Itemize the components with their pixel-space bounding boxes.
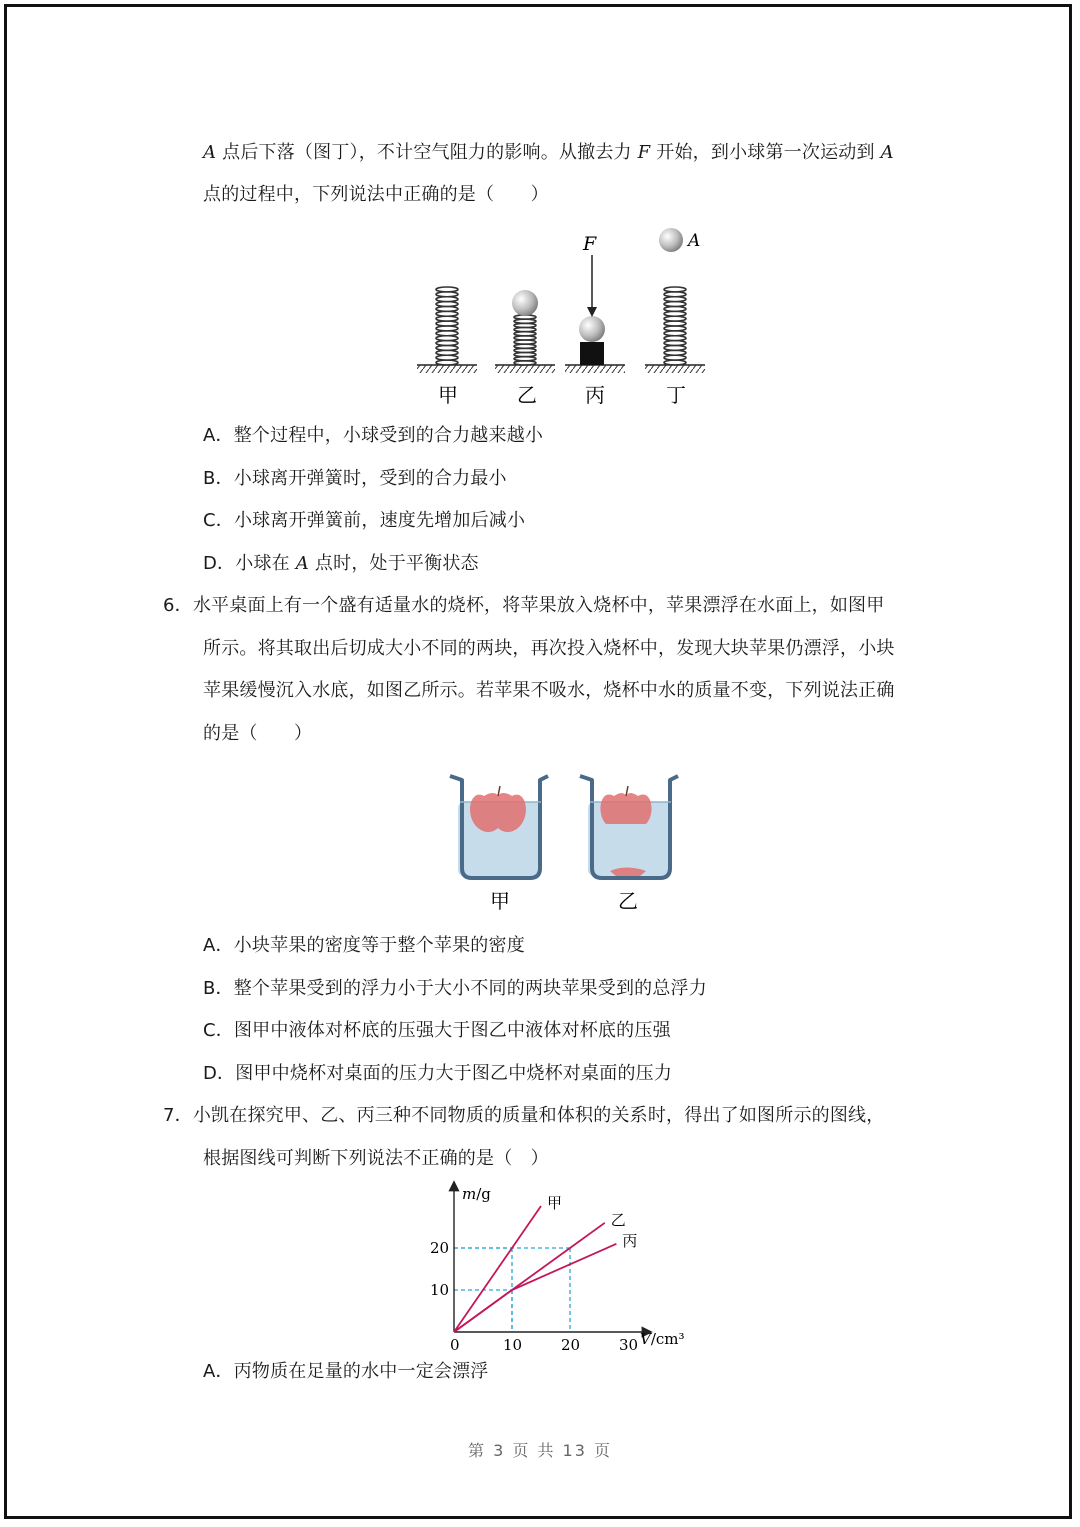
spring-yi: [514, 315, 536, 365]
q5-option-a: A．整个过程中，小球受到的合力越来越小: [203, 425, 544, 446]
q5-option-c: C．小球离开弹簧前，速度先增加后减小: [203, 510, 526, 531]
caption-yi: 乙: [618, 889, 638, 913]
series-line-2: [454, 1244, 616, 1332]
q6-option-c: C．图甲中液体对杯底的压强大于图乙中液体对杯底的压强: [203, 1020, 671, 1041]
caption-jia: 甲: [438, 383, 458, 407]
q5-stem-line1: A 点后下落（图丁），不计空气阻力的影响。从撤去力 F 开始，到小球第一次运动到 A: [203, 142, 894, 163]
ground-jia: [417, 365, 477, 373]
spring-coil: [664, 360, 686, 365]
beaker-figure: [440, 768, 685, 916]
caption-yi: 乙: [517, 383, 537, 407]
q6-option-b: B．整个苹果受到的浮力小于大小不同的两块苹果受到的总浮力: [203, 978, 707, 999]
q5-option-b: B．小球离开弹簧时，受到的合力最小: [203, 468, 507, 489]
q6-option-d: D．图甲中烧杯对桌面的压力大于图乙中烧杯对桌面的压力: [203, 1063, 673, 1084]
x-tick-label: 10: [503, 1336, 523, 1354]
x-tick-label: 20: [561, 1336, 581, 1354]
q7-stem-line1: 7．小凯在探究甲、乙、丙三种不同物质的质量和体积的关系时，得出了如图所示的图线，: [163, 1105, 885, 1126]
ground-bing: [565, 365, 625, 373]
x-axis-label: V/cm³: [640, 1330, 685, 1348]
series-label-0: 甲: [547, 1194, 563, 1212]
q7-stem-line2: 根据图线可判断下列说法不正确的是（ ）: [203, 1148, 549, 1169]
beaker-yi: [580, 776, 678, 878]
ball-yi: [512, 290, 538, 316]
q6-stem-line3: 苹果缓慢沉入水底，如图乙所示。若苹果不吸水，烧杯中水的质量不变，下列说法正确: [203, 680, 895, 701]
ball-A: [659, 228, 683, 252]
spring-coil: [514, 361, 536, 365]
page-footer: 第 3 页 共 13 页: [468, 1441, 612, 1460]
x-tick-label: 30: [619, 1336, 639, 1354]
series-line-0: [454, 1206, 541, 1332]
var-A: A: [203, 142, 217, 163]
caption-bing: 丙: [585, 383, 605, 407]
q6-stem-line1: 6．水平桌面上有一个盛有适量水的烧杯，将苹果放入烧杯中，苹果漂浮在水面上，如图甲: [163, 595, 885, 616]
point-A-label: A: [688, 231, 701, 251]
q5-option-d: D．小球在 A 点时，处于平衡状态: [203, 553, 479, 574]
q5-stem-line2: 点的过程中，下列说法中正确的是（ ）: [203, 184, 549, 205]
q6-stem-line2: 所示。将其取出后切成大小不同的两块，再次投入烧杯中，发现大块苹果仍漂浮，小块: [203, 638, 895, 659]
caption-jia: 甲: [490, 889, 510, 913]
beaker-jia: [450, 776, 548, 878]
ground-ding: [645, 365, 705, 373]
spring-bing: [580, 342, 604, 365]
apple-jia: [470, 786, 526, 832]
series-label-2: 丙: [622, 1231, 638, 1250]
var-F: F: [637, 142, 651, 163]
apple-large-piece: [600, 786, 651, 824]
spring-ding: [664, 287, 686, 365]
y-tick-label: 10: [430, 1281, 450, 1299]
spring-figure: [405, 225, 725, 410]
mass-volume-chart: [420, 1175, 710, 1355]
series-label-1: 乙: [610, 1210, 626, 1229]
var-A: A: [880, 142, 894, 163]
ground-yi: [495, 365, 555, 373]
spring-coil: [436, 360, 458, 365]
x-tick-label: 0: [450, 1336, 460, 1354]
q6-stem-line4: 的是（ ）: [203, 723, 313, 744]
ball-bing: [579, 316, 605, 342]
force-label: F: [583, 233, 597, 255]
y-tick-label: 20: [430, 1239, 450, 1257]
spring-jia: [436, 287, 458, 365]
y-axis-label: m/g: [462, 1185, 491, 1203]
q7-option-a: A．丙物质在足量的水中一定会漂浮: [203, 1361, 489, 1382]
force-arrowhead: [587, 307, 597, 317]
q6-option-a: A．小块苹果的密度等于整个苹果的密度: [203, 935, 525, 956]
caption-ding: 丁: [666, 383, 686, 407]
